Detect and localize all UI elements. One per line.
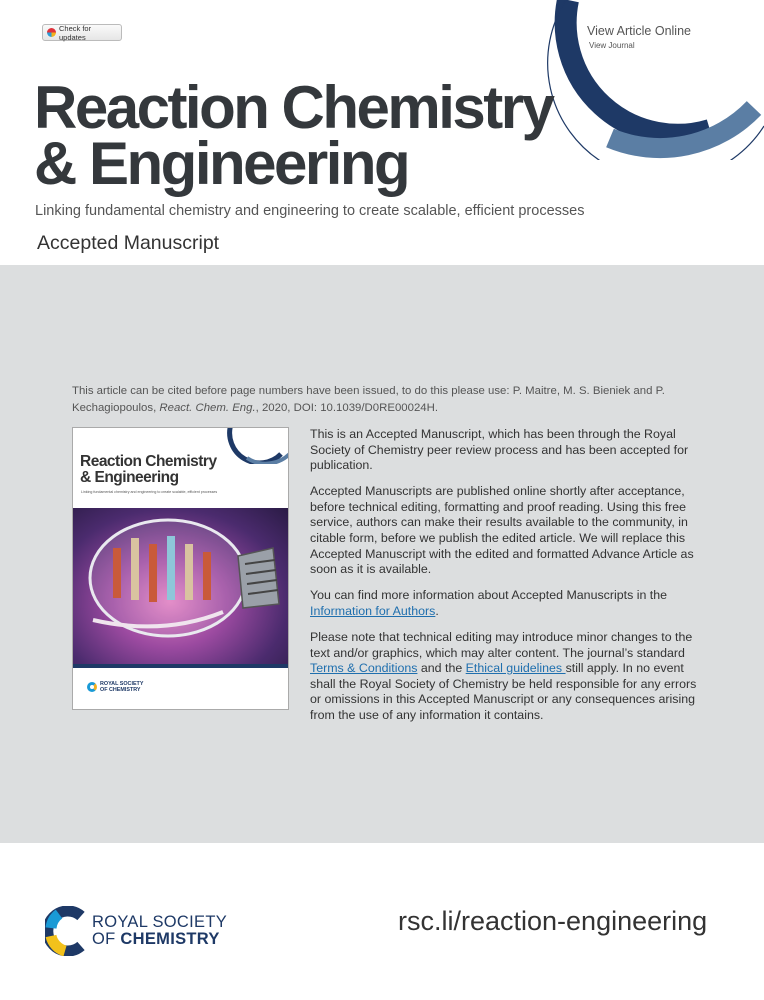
ethical-guidelines-link[interactable]: Ethical guidelines [465,661,566,676]
journal-title [34,74,553,197]
publisher-name-of: OF [92,930,121,948]
notice-paragraph-1: This is an Accepted Manuscript, which has been through the Royal Society of Chemistry peer review process and has been accepted for publication. [310,427,689,473]
cover-divider [73,664,288,668]
publisher-name-line2 [92,931,227,948]
view-journal-link[interactable]: View Journal [589,41,635,50]
notice-paragraph-4 [310,630,700,724]
accepted-manuscript-label: Accepted Manuscript [37,232,220,254]
publisher-name [92,914,227,948]
notice-paragraph-4-text: Please note that technical editing may introduce minor changes to the text and/or graphics, which may alter content. The journal’s standard [310,630,693,660]
notice-paragraph-2: Accepted Manuscripts are published online shortly after acceptance, before technical editing, formatting and proof reading. Using this free service, authors can make their results available to the community, in citable form, before we publish the edited article. We will replace this Accepted Manuscript with the edited and formatted Advance Article as soon as it is available. [310,484,694,577]
journal-cover-image [72,427,289,710]
cover-publisher-line1: ROYAL SOCIETY [100,681,144,687]
journal-title-line1: Reaction Chemistry [34,74,553,141]
citation-lead: This article can be cited before page numbers have been issued, to do this please use: P. Maitre, M. S. Bieniek and P. Kechagiopoulos, [72,385,665,414]
publisher-name-line1: ROYAL SOCIETY [92,913,228,931]
cover-title-line2: & Engineering [80,469,179,486]
citation-tail: , 2020, DOI: 10.1039/D0RE00024H. [255,402,439,414]
citation-text [72,383,692,417]
publisher-name-chemistry: CHEMISTRY [120,930,220,948]
cover-arc-graphic [223,427,289,464]
notice-paragraph-3-end: . [435,603,439,618]
rsc-logo-icon [87,682,97,692]
manuscript-notice [310,427,700,734]
cover-subtitle: Linking fundamental chemistry and engineering to create scalable, efficient processes [81,490,218,494]
journal-subtitle: Linking fundamental chemistry and engineering to create scalable, efficient processes [35,203,585,219]
check-for-updates-button[interactable] [42,24,122,41]
crossmark-icon [47,28,56,37]
lightbulb-artwork [73,508,288,664]
notice-paragraph-4-mid: and the [417,661,466,676]
journal-url-link[interactable]: rsc.li/reaction-engineering [398,906,708,936]
journal-title-line2: & Engineering [34,130,409,197]
cover-title-line1: Reaction Chemistry [80,453,217,470]
cover-publisher-line2: OF CHEMISTRY [100,687,141,693]
notice-paragraph-3 [310,588,700,619]
rsc-logo-icon [45,906,91,956]
check-for-updates-label: Check for updates [59,23,92,42]
manuscript-info-panel [0,265,764,843]
cover-publisher-logo [87,681,143,693]
notice-paragraph-3-text: You can find more information about Accepted Manuscripts in the [310,588,668,603]
lightbulb-icon [73,508,288,664]
view-article-online-link[interactable]: View Article Online [587,24,691,38]
terms-conditions-link[interactable]: Terms & Conditions [310,661,418,676]
information-for-authors-link[interactable]: Information for Authors [310,603,436,618]
notice-paragraph-4-end: still apply. In no event shall the Royal Society of Chemistry be held responsible for any errors or omissions in this Accepted Manuscript or any consequences arising from the use of any information it contains. [310,661,697,722]
cover-title [80,454,217,486]
citation-journal: React. Chem. Eng. [159,402,256,414]
